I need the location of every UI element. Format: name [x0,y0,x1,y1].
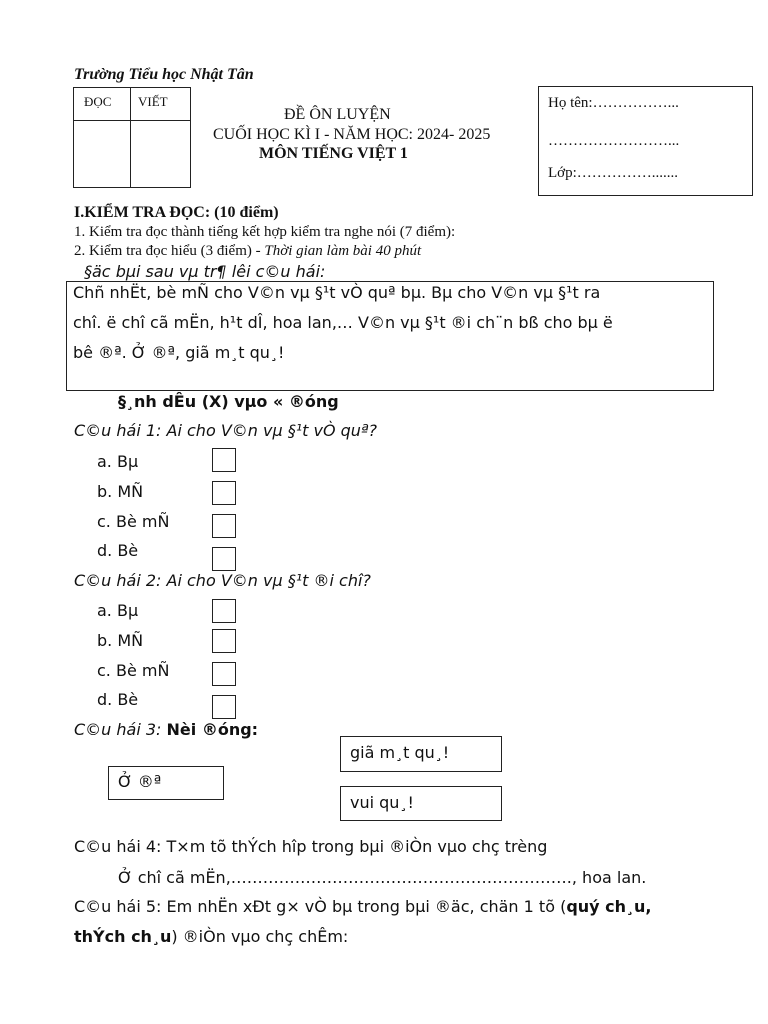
question-4-label: C©u hái 4: T×m tõ thÝch hîp trong bµi ®iÒn vµo chç trèng [74,837,548,856]
student-name-field[interactable]: Họ tên:……………... [548,95,679,111]
q5-choice-2: thÝch ch¸u [74,927,172,946]
match-right-text-1: giã m¸t qu¸! [350,743,450,762]
section-item-1: 1. Kiểm tra đọc thành tiếng kết hợp kiểm tra nghe nói (7 điểm): [74,224,456,240]
q1-checkbox-c[interactable] [212,514,236,538]
section-item-2-text: 2. Kiểm tra đọc hiểu (3 điểm) - [74,243,265,259]
q4-sentence-end: , hoa lan. [571,868,647,887]
student-class-field[interactable]: Lớp:……………....... [548,165,679,181]
passage-line-1: Chñ nhËt, bè mÑ cho V©n vµ §¹t vÒ quª bµ. Bµ cho V©n vµ §¹t ra [73,283,601,302]
match-right-box-1[interactable] [340,736,502,772]
q1-option-d: d. Bè [97,541,139,560]
q1-checkbox-b[interactable] [212,481,236,505]
q2-option-c: c. Bè mÑ [97,661,170,680]
match-right-text-2: vui qu¸! [350,793,414,812]
student-info-box [538,86,753,196]
q1-option-c: c. Bè mÑ [97,512,170,531]
passage-line-2: chî. ë chî cã mËn, h¹t dÎ, hoa lan,… V©n vµ §¹t ®i ch¨n bß cho bµ ë [73,313,613,332]
section-item-2 [74,243,421,260]
question-3-prefix: C©u hái 3: [74,720,167,739]
q4-sentence-start: Ở chî cã mËn, [118,868,231,887]
question-3-label [74,720,258,739]
q1-option-a: a. Bµ [97,452,139,471]
match-left-text: Ở ®ª [118,772,162,791]
q1-option-b: b. MÑ [97,482,144,501]
question-3-instruction: Nèi ®óng: [166,720,259,739]
q2-option-b: b. MÑ [97,631,144,650]
q5-text-2: ) ®iÒn vµo chç chÊm: [171,927,349,946]
mark-instruction: §¸nh dÊu (X) vµo « ®óng [118,392,339,411]
section-item-2-time: Thời gian làm bài 40 phút [264,243,422,259]
q2-checkbox-c[interactable] [212,662,236,686]
match-left-box[interactable] [108,766,224,800]
q2-option-a: a. Bµ [97,601,139,620]
reading-instruction: §äc bµi sau vµ tr¶ lêi c©u hái: [84,262,326,281]
student-name-continuation[interactable]: ……………………... [548,133,680,149]
exam-subject: MÔN TIẾNG VIỆT 1 [259,145,408,162]
question-1-label: C©u hái 1: Ai cho V©n vµ §¹t vÒ quª? [74,421,377,440]
exam-title: ĐỀ ÔN LUYỆN [284,106,391,123]
score-col-write: VIẾT [138,94,168,109]
passage-line-3: bê ®ª. Ở ®ª, giã m¸t qu¸! [73,343,285,362]
question-4-sentence [118,868,646,887]
q4-answer-blank[interactable]: ………………………………………………………. [230,868,572,887]
q1-checkbox-d[interactable] [212,547,236,571]
passage-box [66,281,714,391]
q2-checkbox-d[interactable] [212,695,236,719]
exam-term: CUỐI HỌC KÌ I - NĂM HỌC: 2024- 2025 [213,126,491,143]
section-title: I.KIỂM TRA ĐỌC: (10 điểm) [74,204,279,221]
q5-text-1: C©u hái 5: Em nhËn xÐt g× vÒ bµ trong bµi ®äc, chän 1 tõ ( [74,897,567,916]
q2-checkbox-a[interactable] [212,599,236,623]
q5-choice-1: quý ch¸u, [566,897,652,916]
question-5-line-2 [74,927,348,946]
q1-checkbox-a[interactable] [212,448,236,472]
score-col-read: ĐỌC [84,94,112,109]
question-5-line-1 [74,897,652,916]
match-right-box-2[interactable] [340,786,502,821]
q2-checkbox-b[interactable] [212,629,236,653]
q2-option-d: d. Bè [97,690,139,709]
question-2-label: C©u hái 2: Ai cho V©n vµ §¹t ®i chî? [74,571,371,590]
score-table [73,87,191,188]
school-name: Trường Tiểu học Nhật Tân [74,66,254,83]
